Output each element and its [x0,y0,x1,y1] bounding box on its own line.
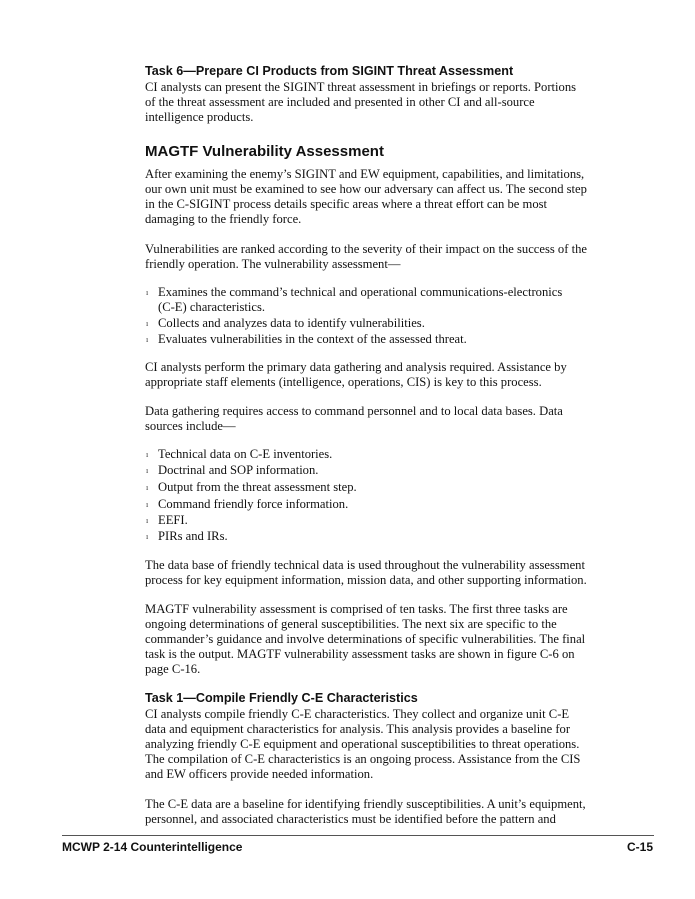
bullet-item: Command friendly force information. [158,497,349,511]
paragraph-line: CI analysts perform the primary data gathering and analysis required. Assistance by [145,360,567,374]
bullet-marker-icon: ı [146,466,149,475]
bullet-marker-icon: ı [146,532,149,541]
paragraph-line: The C-E data are a baseline for identifying friendly susceptibilities. A unit’s equipment, [145,797,586,811]
bullet-item: Collects and analyzes data to identify vulnerabilities. [158,316,425,330]
paragraph-line: page C-16. [145,662,201,676]
bullet-item: EEFI. [158,513,188,527]
paragraph-line: CI analysts can present the SIGINT threat assessment in briefings or reports. Portions [145,80,577,94]
paragraph-line: friendly operation. The vulnerability assessment— [145,257,401,271]
bullet-marker-icon: ı [146,483,149,492]
paragraph-line: The compilation of C-E characteristics is an ongoing process. Assistance from the CIS [145,752,581,766]
bullet-marker-icon: ı [146,335,149,344]
paragraph-line: of the threat assessment are included and presented in other CI and all-source [145,95,535,109]
bullet-marker-icon: ı [146,516,149,525]
bullet-marker-icon: ı [146,288,149,297]
bullet-item: PIRs and IRs. [158,529,228,543]
paragraph-line: in the C-SIGINT process details specific areas where a threat effort can be most [145,197,548,211]
paragraph-line: Vulnerabilities are ranked according to the severity of their impact on the success of the [145,242,587,256]
footer-rule [62,835,654,836]
paragraph-line: ongoing determinations of general susceptibilities. The next six are specific to the [145,617,557,631]
paragraph-line: MAGTF vulnerability assessment is comprised of ten tasks. The first three tasks are [145,602,568,616]
paragraph-line: analyzing friendly C-E equipment and operational susceptibilities to threat operations. [145,737,580,751]
paragraph-line: intelligence products. [145,110,254,124]
bullet-item: Doctrinal and SOP information. [158,463,319,477]
section-heading-magtf: MAGTF Vulnerability Assessment [145,143,384,160]
page-number: C-15 [626,840,653,854]
bullet-item: Examines the command’s technical and operational communications-electronics [158,285,563,299]
bullet-item: (C-E) characteristics. [158,300,265,314]
task1-heading: Task 1—Compile Friendly C-E Characteristics [145,691,418,705]
bullet-marker-icon: ı [146,450,149,459]
paragraph-line: and EW officers provide needed information. [145,767,374,781]
paragraph-line: commander’s guidance and involve determinations of specific vulnerabilities. The final [145,632,586,646]
footer-title: MCWP 2-14 Counterintelligence [62,840,243,854]
paragraph-line: After examining the enemy’s SIGINT and EW equipment, capabilities, and limitations, [145,167,585,181]
bullet-marker-icon: ı [146,319,149,328]
paragraph-line: task is the output. MAGTF vulnerability assessment tasks are shown in figure C-6 on [145,647,575,661]
paragraph-line: data and equipment characteristics for analysis. This analysis provides a baseline for [145,722,571,736]
paragraph-line: appropriate staff elements (intelligence, operations, CIS) is key to this process. [145,375,542,389]
paragraph-line: process for key equipment information, mission data, and other supporting information. [145,573,587,587]
paragraph-line: CI analysts compile friendly C-E characteristics. They collect and organize unit C-E [145,707,570,721]
paragraph-line: Data gathering requires access to command personnel and to local data bases. Data [145,404,563,418]
task6-heading: Task 6—Prepare CI Products from SIGINT Threat Assessment [145,64,514,78]
bullet-item: Evaluates vulnerabilities in the context of the assessed threat. [158,332,467,346]
paragraph-line: our own unit must be examined to see how our adversary can affect us. The second step [145,182,587,196]
bullet-item: Technical data on C-E inventories. [158,447,333,461]
bullet-marker-icon: ı [146,500,149,509]
paragraph-line: personnel, and associated characteristics must be identified before the pattern and [145,812,556,826]
paragraph-line: damaging to the friendly force. [145,212,302,226]
paragraph-line: The data base of friendly technical data is used throughout the vulnerability assessment [145,558,585,572]
paragraph-line: sources include— [145,419,236,433]
bullet-item: Output from the threat assessment step. [158,480,357,494]
